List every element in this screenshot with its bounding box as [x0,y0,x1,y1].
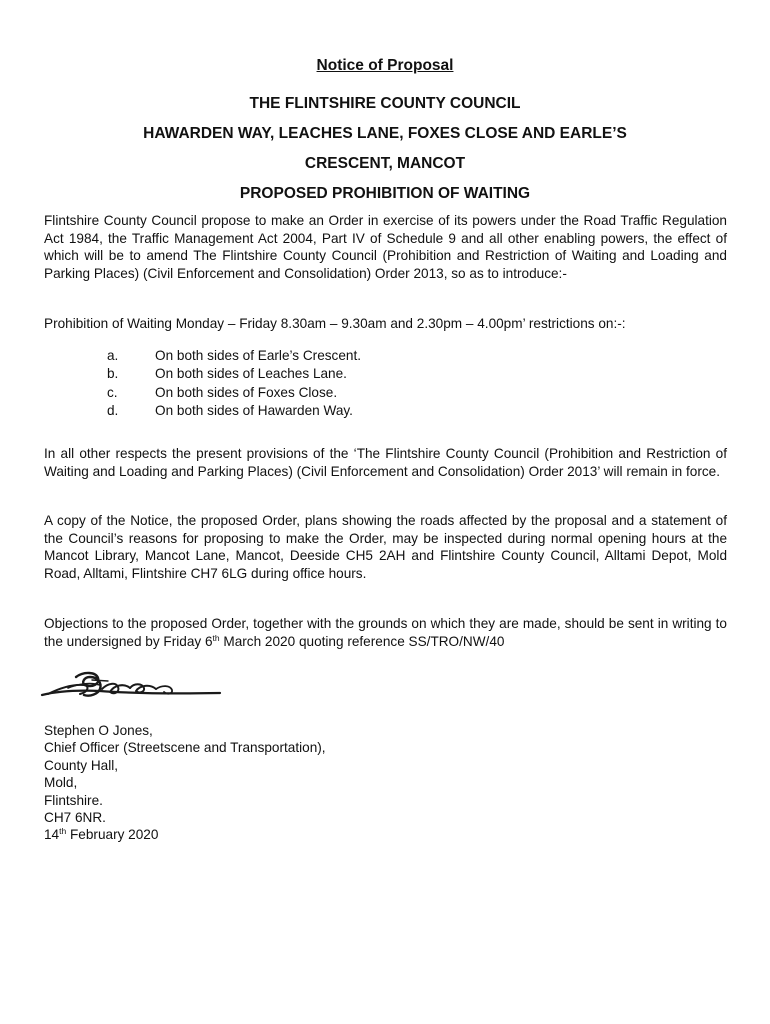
notice-date [44,826,444,843]
objections-text: Objections to the proposed Order, together with the grounds on which they are made, should be sent in writing to the undersigned by Friday 6 [44,616,727,649]
objections-text-end: March 2020 quoting reference SS/TRO/NW/40 [219,633,505,649]
list-marker: d. [107,402,119,418]
list-item-text: On both sides of Earle’s Crescent. [155,348,362,363]
roads-title-line-2: CRESCENT, MANCOT [304,155,466,172]
signatory-title: Chief Officer (Streetscene and Transportation), [44,740,326,756]
notice-heading: Notice of Proposal [316,57,454,74]
list-item-text: On both sides of Foxes Close. [155,384,338,400]
list-marker: b. [107,366,119,382]
list-item [107,347,507,365]
date-ordinal-suffix: th [59,826,67,837]
other-respects-paragraph: In all other respects the present provisions of the ‘The Flintshire County Council (Prohibition and Restriction of Waiting and Loading and Parking Places) (Civil Enforcement and Consolidation) Order 2013’ will remain in force. [44,446,727,479]
list-item [107,384,507,402]
signatory-name: Stephen O Jones, [44,723,153,738]
proposal-title: PROPOSED PROHIBITION OF WAITING [239,185,531,202]
list-item [107,365,507,383]
list-marker: c. [107,384,118,400]
list-marker: a. [107,348,119,363]
roads-title-line-1: HAWARDEN WAY, LEACHES LANE, FOXES CLOSE AND EARLE’S [143,125,627,142]
locations-list [107,347,507,420]
address-postcode: CH7 6NR. [44,810,106,826]
signature-icon [38,668,228,704]
restriction-paragraph: Prohibition of Waiting Monday – Friday 8.30am – 9.30am and 2.30pm – 4.00pm’ restrictions on:-: [44,316,626,331]
list-item [107,402,507,420]
intro-paragraph: Flintshire County Council propose to make an Order in exercise of its powers under the Road Traffic Regulation Act 1984, the Traffic Management Act 2004, Part IV of Schedule 9 and all other enabling powers, the effect of which will be to amend The Flintshire County Council (Prohibition and Restriction of Waiting and Loading and Parking Places) (Civil Enforcement and Consolidation) Order 2013, so as to introduce:- [44,213,727,281]
date-day: 14 [44,827,60,843]
address-line-2: Mold, [44,775,78,791]
address-line-3: Flintshire. [44,792,103,808]
inspection-paragraph: A copy of the Notice, the proposed Order, plans showing the roads affected by the proposal and a statement of the Council’s reasons for proposing to make the Order, may be inspected during normal opening hours at the Mancot Library, Mancot Lane, Mancot, Deeside CH5 2AH and Flintshire County Council, Alltami Depot, Mold Road, Alltami, Flintshire CH7 6LG during office hours. [44,513,727,581]
council-name: THE FLINTSHIRE COUNTY COUNCIL [249,95,521,112]
list-item-text: On both sides of Hawarden Way. [155,402,353,418]
date-rest: February 2020 [66,827,159,843]
address-line-1: County Hall, [44,757,119,773]
ordinal-suffix: th [212,632,220,643]
objections-paragraph [44,615,727,650]
list-item-text: On both sides of Leaches Lane. [155,366,347,382]
signatory-block [44,722,444,844]
